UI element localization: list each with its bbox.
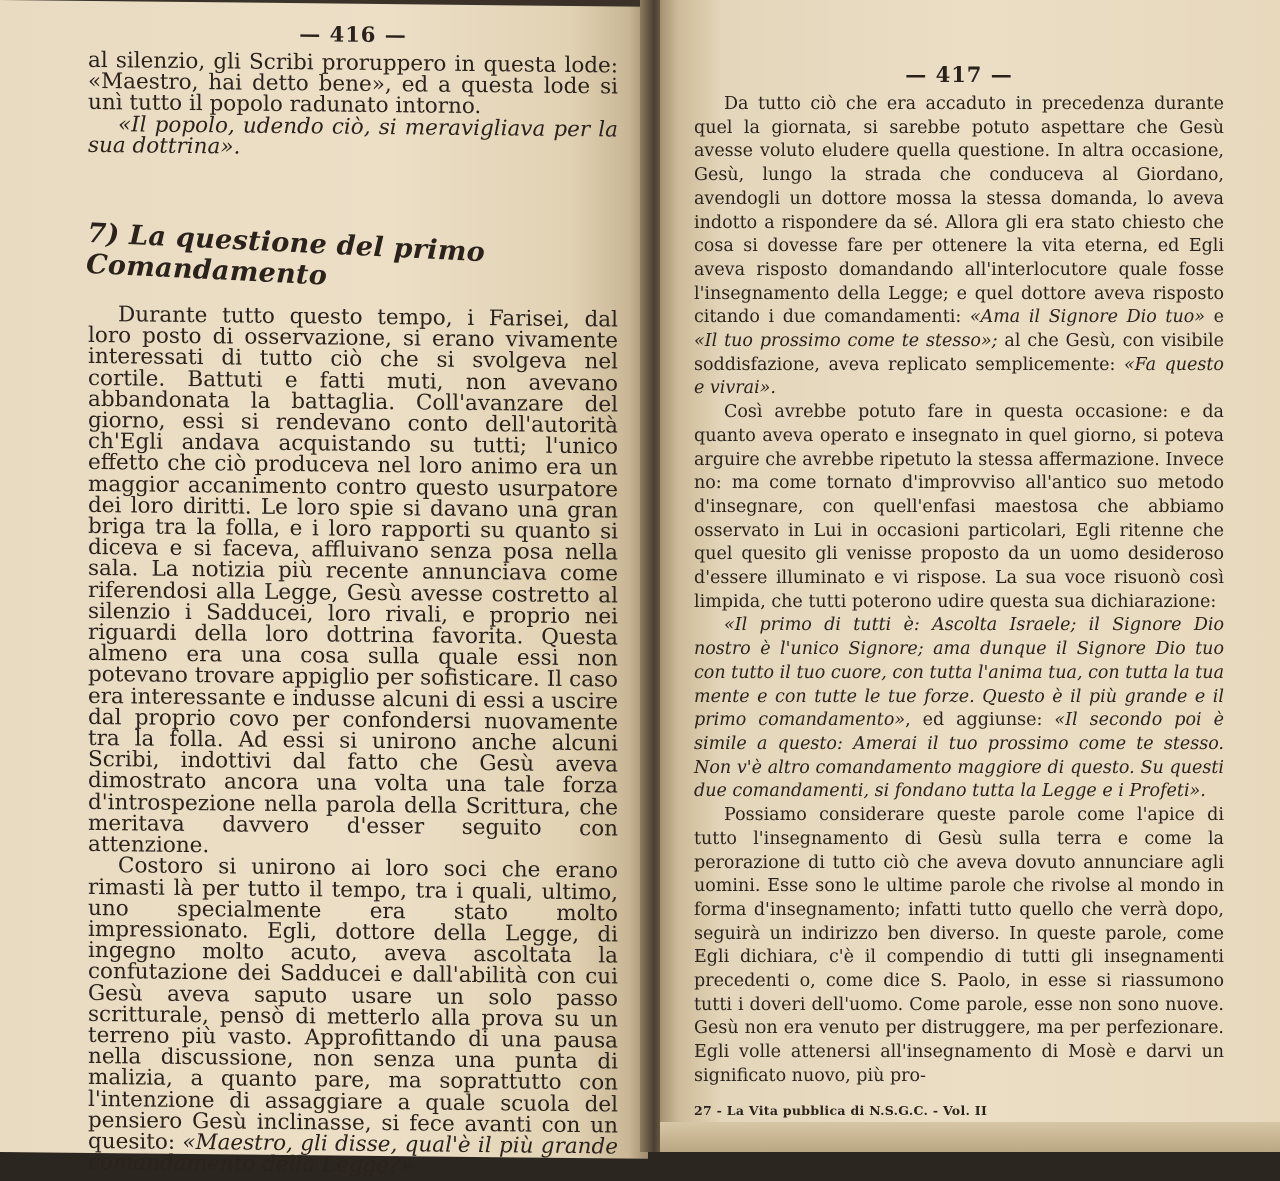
rp1-b: e bbox=[1213, 307, 1224, 328]
rp1-c: al che Gesù, con visibile soddisfazione, aveva replicato semplicemente: bbox=[694, 331, 1225, 375]
rp1-q2: «Il tuo prossimo come te stesso»; bbox=[694, 331, 998, 352]
right-paragraph-1 bbox=[694, 93, 1224, 401]
opening-text: al silenzio, gli Scribi proruppero in questa lode: «Maestro, hai detto bene», ed a questa lode si unì tutto il popolo radunato intorno. bbox=[88, 47, 618, 120]
page-number-right: — 417 — bbox=[905, 62, 1013, 87]
page-footer: 27 - La Vita pubblica di N.S.G.C. - Vol. II bbox=[694, 1102, 988, 1118]
rp1-q3: «Fa questo e vivrai». bbox=[694, 354, 1224, 399]
rp1-a: Da tutto ciò che era accaduto in precedenza durante quel la giornata, si sarebbe potuto aspettare che Gesù avesse voluto eludere quella questione. In altra occasione, Gesù, lungo la strada che conduceva al Giordano, avendogli un dottore mossa la stessa domanda, lo aveva indotto a rispondere da sé. Allora gli era stato chiesto che cosa si dovesse fare per ottenere la vita eterna, ed Egli aveva risposto domandando all'interlocutore quale fosse l'insegnamento della Legge; e quel dottore aveva risposto citando i due comandamenti: bbox=[694, 94, 1224, 328]
page-number-left: — 416 — bbox=[299, 21, 407, 48]
section-heading: 7) La questione del primo Comandamento bbox=[85, 217, 486, 292]
rp1-q1: «Ama il Signore Dio tuo» bbox=[969, 307, 1205, 328]
quote-text bbox=[88, 111, 618, 162]
rp3-b: , ed aggiunse: bbox=[905, 710, 1043, 731]
rp3-q2: «Il secondo poi è simile a questo: Amerai il tuo prossimo come te stesso. Non v'è altro comandamento maggiore di questo. Su questi due comandamenti, si fondano tutta la Legge e i Profeti». bbox=[694, 710, 1224, 802]
page-stack-edge bbox=[660, 1122, 1280, 1152]
rp3-q1: «Il primo di tutti è: Ascolta Israele; il Signore Dio nostro è l'unico Signore; ama dunque il Signore Dio tuo con tutto il tuo cuore, con tutta l'anima tua, con tutta la tua mente e con tutte le tue forze. Questo è il più grande e il primo comandamento» bbox=[694, 615, 1224, 731]
paragraph-2-quote: «Maestro, gli disse, qual'è il più grande comandamento della Legge?» bbox=[88, 1129, 619, 1179]
right-page bbox=[660, 0, 1280, 1152]
right-paragraph-3 bbox=[694, 614, 1224, 804]
quote-italic: «Il popolo, udendo ciò, si meravigliava per la sua dottrina». bbox=[88, 111, 618, 160]
paragraph-2-text: Costoro si unirono ai loro soci che erano rimasti là per tutto il tempo, tra i quali, ultimo, uno specialmente era stato molto impressionato. Egli, dottore della Legge, di ingegno molto acuto, aveva ascoltata la confutazione dei Sadducei e dall'abilità con cui Gesù aveva saputo usare un solo passo scritturale, pensò di metterlo alla prova su un terreno più vasto. Approfittando di una pausa nella discussione, non senza una punta di malizia, a quanto pare, ma soprattutto con l'intenzione di assaggiare a quale scuola del pensiero Gesù inclinasse, si fece avanti con un quesito: bbox=[88, 853, 618, 1155]
right-paragraph-2: Così avrebbe potuto fare in questa occasione: e da quanto aveva operato e insegnato in quel giorno, si poteva arguire che avrebbe ripetuto la stessa affermazione. Invece no: ma come tornato d'improvviso all'antico suo metodo d'insegnare, con quell'enfasi maestosa che abbiamo osservato in Lui in occasioni particolari, Egli ritenne che quel quesito gli venisse proposto da un uomo desideroso d'essere illuminato e vi rispose. La sua voce risuonò così limpida, che tutti poterono udire questa sua dichiarazione: bbox=[694, 402, 1224, 612]
paragraph-1: Durante tutto questo tempo, i Farisei, dal loro posto di osservazione, si erano vivamente interessati di tutto ciò che si svolgeva nel cortile. Battuti e fatti muti, non avevano abbandonata la battaglia. Coll'avanzare del giorno, essi si rendevano conto dell'autorità ch'Egli andava acquistando su tutti; l'unico effetto che ciò produceva nel loro animo era un maggior accanimento contro questo usurpatore dei loro diritti. Le loro spie si davano una gran briga tra la folla, e i loro rapporti su quanto si diceva e si faceva, affluivano senza posa nella sala. La notizia più recente annunciava come riferendosi alla Legge, Gesù avesse costretto al silenzio i Sadducei, loro rivali, e proprio nei riguardi della loro dottrina favorita. Questa almeno era una cosa sulla quale essi non potevano trovare appiglio per sofisticare. Il caso era interessante e indusse alcuni di essi a uscire dal proprio covo per confondersi nuovamente tra la folla. Ad essi si unirono anche alcuni Scribi, indottivi dal fatto che Gesù aveva dimostrato ancora una volta una tale forza d'introspezione nella parola della Scrittura, che meritava davvero d'esser seguito con attenzione. bbox=[88, 302, 618, 859]
paragraph-2 bbox=[88, 855, 618, 1179]
right-paragraph-4: Possiamo considerare queste parole come l'apice di tutto l'insegnamento di Gesù sulla terra e come la perorazione di tutto ciò che aveva dovuto annunciare agli uomini. Esse sono le ultime parole che rivolse al mondo in forma d'insegnamento; infatti tutto quello che verrà dopo, seguirà un indirizzo ben diverso. In queste parole, come Egli dichiara, c'è il compendio di tutti gli insegnamenti precedenti o, come dice S. Paolo, in esse si riassumono tutti i doveri dell'uomo. Come parole, esse non sono nuove. Gesù non era venuto per distruggere, ma per perfezionare. Egli volle attenersi all'insegnamento di Mosè e darvi un significato nuovo, più pro- bbox=[694, 805, 1224, 1086]
